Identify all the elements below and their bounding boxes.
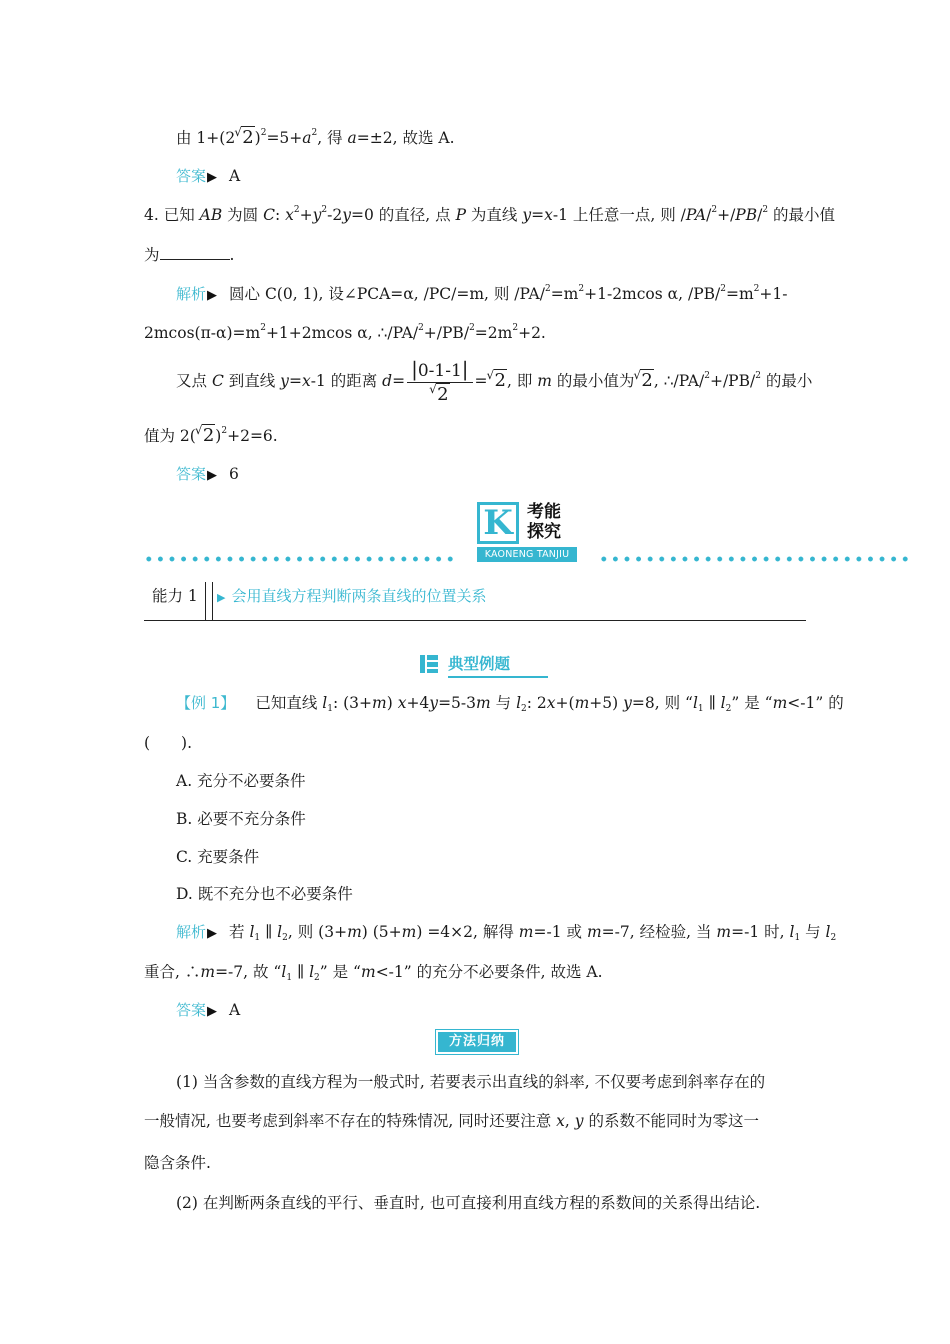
var: C — [263, 206, 275, 224]
text: -2 — [327, 206, 343, 224]
method-paragraph-1: (1) 当含参数的直线方程为一般式时, 若要表示出直线的斜率, 不仅要考虑到斜率存在的 — [176, 1073, 766, 1091]
var: P — [455, 206, 466, 224]
var: m — [716, 923, 732, 941]
text: +2. — [518, 324, 546, 342]
text: +( — [555, 694, 575, 712]
answer-blank — [160, 243, 230, 260]
answer-value: 6 — [229, 465, 239, 483]
subscript: 1 — [697, 704, 704, 714]
text: ) =4×2, 解得 — [416, 923, 519, 941]
text: . — [229, 246, 235, 264]
answer-line — [176, 462, 239, 488]
text: +1- — [759, 285, 788, 303]
text: =m — [550, 285, 579, 303]
text: 考能 — [527, 502, 561, 522]
text: = — [288, 372, 302, 390]
exponent: 2 — [221, 426, 228, 436]
section-badge — [477, 502, 577, 564]
answer-paren: ( ). — [144, 734, 193, 752]
subscript: 2 — [830, 933, 837, 943]
text: ) — [386, 694, 398, 712]
text: ) (5+ — [361, 923, 402, 941]
var: y — [574, 1112, 584, 1130]
arrow-icon: ▶ — [207, 170, 218, 185]
var: m — [518, 923, 534, 941]
list-icon — [420, 655, 438, 673]
var: m — [537, 372, 552, 390]
text: 与 — [800, 923, 826, 941]
answer-label: 答案 — [176, 465, 207, 483]
text: <-1” 的 — [787, 694, 844, 712]
text: 2 — [641, 370, 653, 391]
text: , 则 (3+ — [287, 923, 348, 941]
text: = — [392, 372, 406, 390]
text: 由 1+(2 — [176, 129, 236, 147]
var: y — [312, 206, 322, 224]
var: a — [302, 129, 312, 147]
var: y — [280, 372, 289, 390]
var: x — [285, 206, 294, 224]
text: +/PB/ — [423, 324, 470, 342]
var: m — [586, 923, 602, 941]
var: l — [789, 923, 795, 941]
analysis-line-3 — [176, 357, 812, 407]
solution-line-2 — [144, 960, 603, 984]
analysis-line-4 — [144, 424, 278, 448]
var: l — [516, 694, 522, 712]
example-line-1 — [176, 691, 844, 715]
exponent: 2 — [704, 371, 710, 381]
badge-subtitle: KAONENG TANJIU — [477, 547, 577, 562]
text: , 即 — [506, 372, 538, 390]
text: 0-1-1 — [417, 360, 462, 381]
solution-label: 解析 — [176, 923, 207, 941]
subscript: 2 — [521, 704, 527, 714]
var: y — [522, 206, 532, 224]
method-paragraph-1-cont — [144, 1109, 759, 1133]
var: m — [360, 963, 376, 981]
ability-label: 能力 1 — [144, 582, 206, 620]
subscript: 1 — [327, 704, 333, 714]
exponent: 2 — [544, 284, 551, 294]
var: m — [772, 694, 788, 712]
exponent: 2 — [321, 205, 328, 215]
k-letter: K — [483, 503, 513, 543]
var: C — [211, 372, 224, 390]
answer-label: 答案 — [176, 167, 207, 185]
badge-title — [527, 502, 561, 542]
var: PA — [685, 206, 707, 224]
subscript: 1 — [286, 973, 293, 983]
analysis-line-1 — [176, 282, 787, 308]
dotted-divider-left — [143, 556, 457, 562]
var: x — [301, 372, 311, 390]
var: l — [309, 963, 315, 981]
text: =-7, 故 “ — [215, 963, 282, 981]
text: : — [274, 206, 286, 224]
var: PB — [735, 206, 758, 224]
answer-value: A — [229, 167, 241, 185]
sqrt: √ 2 — [234, 125, 254, 148]
text: 一般情况, 也要考虑到斜率不存在的特殊情况, 同时还要注意 — [144, 1112, 557, 1130]
option-d: D. 既不充分也不必要条件 — [176, 885, 353, 903]
text: =5-3 — [438, 694, 477, 712]
var: AB — [199, 206, 223, 224]
ability-header — [144, 582, 806, 621]
section-title: 典型例题 — [448, 655, 511, 673]
var: m — [200, 963, 216, 981]
text: ∥ — [260, 923, 278, 941]
option-a: A. 充分不必要条件 — [176, 772, 306, 790]
var: y — [342, 206, 351, 224]
var: m — [347, 923, 362, 941]
exponent: 2 — [711, 205, 718, 215]
k-logo-icon — [477, 502, 519, 544]
text: 又点 — [176, 372, 212, 390]
text: =8, 则 “ — [631, 694, 693, 712]
var: l — [825, 923, 831, 941]
text: 的最小值为 — [551, 372, 635, 390]
var: d — [382, 372, 393, 390]
text: ∥ — [703, 694, 721, 712]
var: l — [692, 694, 698, 712]
text: =-1 时, — [731, 923, 790, 941]
subscript: 1 — [794, 933, 801, 943]
text: 为直线 — [466, 206, 523, 224]
text: 为圆 — [222, 206, 264, 224]
answer-line — [176, 998, 240, 1024]
method-summary-label: 方法归纳 — [438, 1032, 516, 1052]
text: 2mcos(π-α)=m — [144, 324, 261, 342]
text: = — [531, 206, 545, 224]
text: -1 的距离 — [310, 372, 383, 390]
var: m — [372, 694, 387, 712]
arrow-icon: ▶ — [207, 288, 218, 303]
var: y — [429, 694, 439, 712]
var: x — [556, 1112, 565, 1130]
text: 探究 — [527, 522, 561, 542]
exponent: 2 — [311, 128, 318, 138]
underline — [448, 676, 548, 678]
subscript: 1 — [254, 933, 261, 943]
exponent: 2 — [469, 323, 475, 333]
var: m — [401, 923, 417, 941]
exponent: 2 — [260, 128, 267, 138]
text: =5+ — [266, 129, 303, 147]
text: : 2 — [526, 694, 547, 712]
text: +4 — [406, 694, 430, 712]
text: 2 — [494, 370, 506, 391]
text: =2m — [474, 324, 513, 342]
text: 到直线 — [223, 372, 281, 390]
var: x — [546, 694, 556, 712]
text: ” 是 “ — [731, 694, 773, 712]
text: 值为 2( — [144, 427, 196, 445]
var: m — [476, 694, 491, 712]
text: 若 — [229, 923, 250, 941]
text: 为 — [144, 246, 160, 264]
text: / — [757, 206, 763, 224]
example-tag: 【例 1】 — [176, 694, 236, 712]
arrow-icon: ▶ — [207, 468, 218, 483]
var: l — [281, 963, 287, 981]
method-paragraph-1-end: 隐含条件. — [144, 1154, 211, 1172]
text: 的系数不能同时为零这一 — [583, 1112, 759, 1130]
text: / — [706, 206, 712, 224]
sqrt: √ 2 — [486, 368, 506, 391]
exponent: 2 — [578, 284, 585, 294]
text: 会用直线方程判断两条直线的位置关系 — [231, 587, 487, 605]
answer-line — [176, 164, 240, 190]
text: +1+2mcos α, ∴/PA/ — [265, 324, 419, 342]
sqrt: √ 2 — [633, 368, 653, 391]
subscript: 2 — [725, 704, 732, 714]
text: , 得 — [317, 129, 348, 147]
text: 2 — [437, 383, 449, 405]
triangle-icon: ▶ — [217, 591, 226, 604]
sqrt: √ 2 — [194, 423, 215, 446]
arrow-icon: ▶ — [207, 1004, 218, 1019]
text: +1-2mcos α, /PB/ — [584, 285, 721, 303]
text: : (3+ — [332, 694, 372, 712]
text: 2 — [242, 127, 254, 148]
exponent: 2 — [762, 205, 769, 215]
text: ” 是 “ — [319, 963, 361, 981]
text: +/ — [717, 206, 736, 224]
arrow-icon: ▶ — [207, 926, 218, 941]
text: =m — [725, 285, 754, 303]
var: l — [249, 923, 255, 941]
solution-line-1 — [176, 920, 836, 946]
fraction-numerator: |0-1-1| — [407, 358, 472, 383]
text: =±2, 故选 A. — [356, 129, 455, 147]
text: -1 上任意一点, 则 / — [552, 206, 686, 224]
text: ∥ — [292, 963, 310, 981]
var: x — [397, 694, 407, 712]
var: m — [574, 694, 590, 712]
text: , ∴/PA/ — [653, 372, 705, 390]
var: x — [544, 206, 553, 224]
analysis-line-2 — [144, 321, 546, 345]
analysis-label: 解析 — [176, 285, 207, 303]
exponent: 2 — [512, 323, 519, 333]
question-4-line-2 — [144, 243, 234, 267]
var: l — [322, 694, 328, 712]
text: ) — [254, 129, 261, 147]
text: 圆心 C(0, 1), 设∠PCA=α, /PC/=m, 则 /PA/ — [229, 285, 545, 303]
text: ) — [215, 427, 222, 445]
var: l — [720, 694, 726, 712]
text: + — [299, 206, 313, 224]
text: =-1 或 — [533, 923, 587, 941]
text-line — [176, 126, 455, 150]
option-b: B. 必要不充分条件 — [176, 810, 306, 828]
exponent: 2 — [418, 323, 424, 333]
text: 的最小 — [760, 372, 813, 390]
exponent: 2 — [753, 284, 760, 294]
var: y — [623, 694, 632, 712]
text: 与 — [490, 694, 517, 712]
var: l — [277, 923, 283, 941]
exponent: 2 — [293, 205, 300, 215]
text: =-7, 经检验, 当 — [601, 923, 717, 941]
dotted-divider-right — [598, 556, 910, 562]
text: <-1” 的充分不必要条件, 故选 A. — [375, 963, 603, 981]
exponent: 2 — [260, 323, 266, 333]
question-4-line-1 — [144, 203, 835, 227]
text: 2 — [202, 425, 215, 446]
subscript: 2 — [282, 933, 288, 943]
text: +5) — [589, 694, 624, 712]
exponent: 2 — [755, 371, 761, 381]
text: , — [564, 1112, 575, 1130]
text: 4. 已知 — [144, 206, 200, 224]
method-paragraph-2: (2) 在判断两条直线的平行、垂直时, 也可直接利用直线方程的系数间的关系得出结论. — [176, 1194, 761, 1212]
text: = — [474, 372, 488, 390]
var: a — [347, 129, 357, 147]
text: +2=6. — [227, 427, 278, 445]
fraction-denominator: √ 2 — [429, 381, 449, 405]
exponent: 2 — [720, 284, 726, 294]
answer-value: A — [229, 1001, 241, 1019]
text: +/PB/ — [709, 372, 756, 390]
fraction — [407, 358, 472, 407]
text: 重合, ∴ — [144, 963, 201, 981]
text: 已知直线 — [255, 694, 323, 712]
text: 的最小值 — [768, 206, 836, 224]
option-c: C. 充要条件 — [176, 848, 260, 866]
ability-title — [212, 582, 486, 620]
answer-label: 答案 — [176, 1001, 207, 1019]
text: =0 的直径, 点 — [351, 206, 456, 224]
subscript: 2 — [314, 973, 320, 983]
